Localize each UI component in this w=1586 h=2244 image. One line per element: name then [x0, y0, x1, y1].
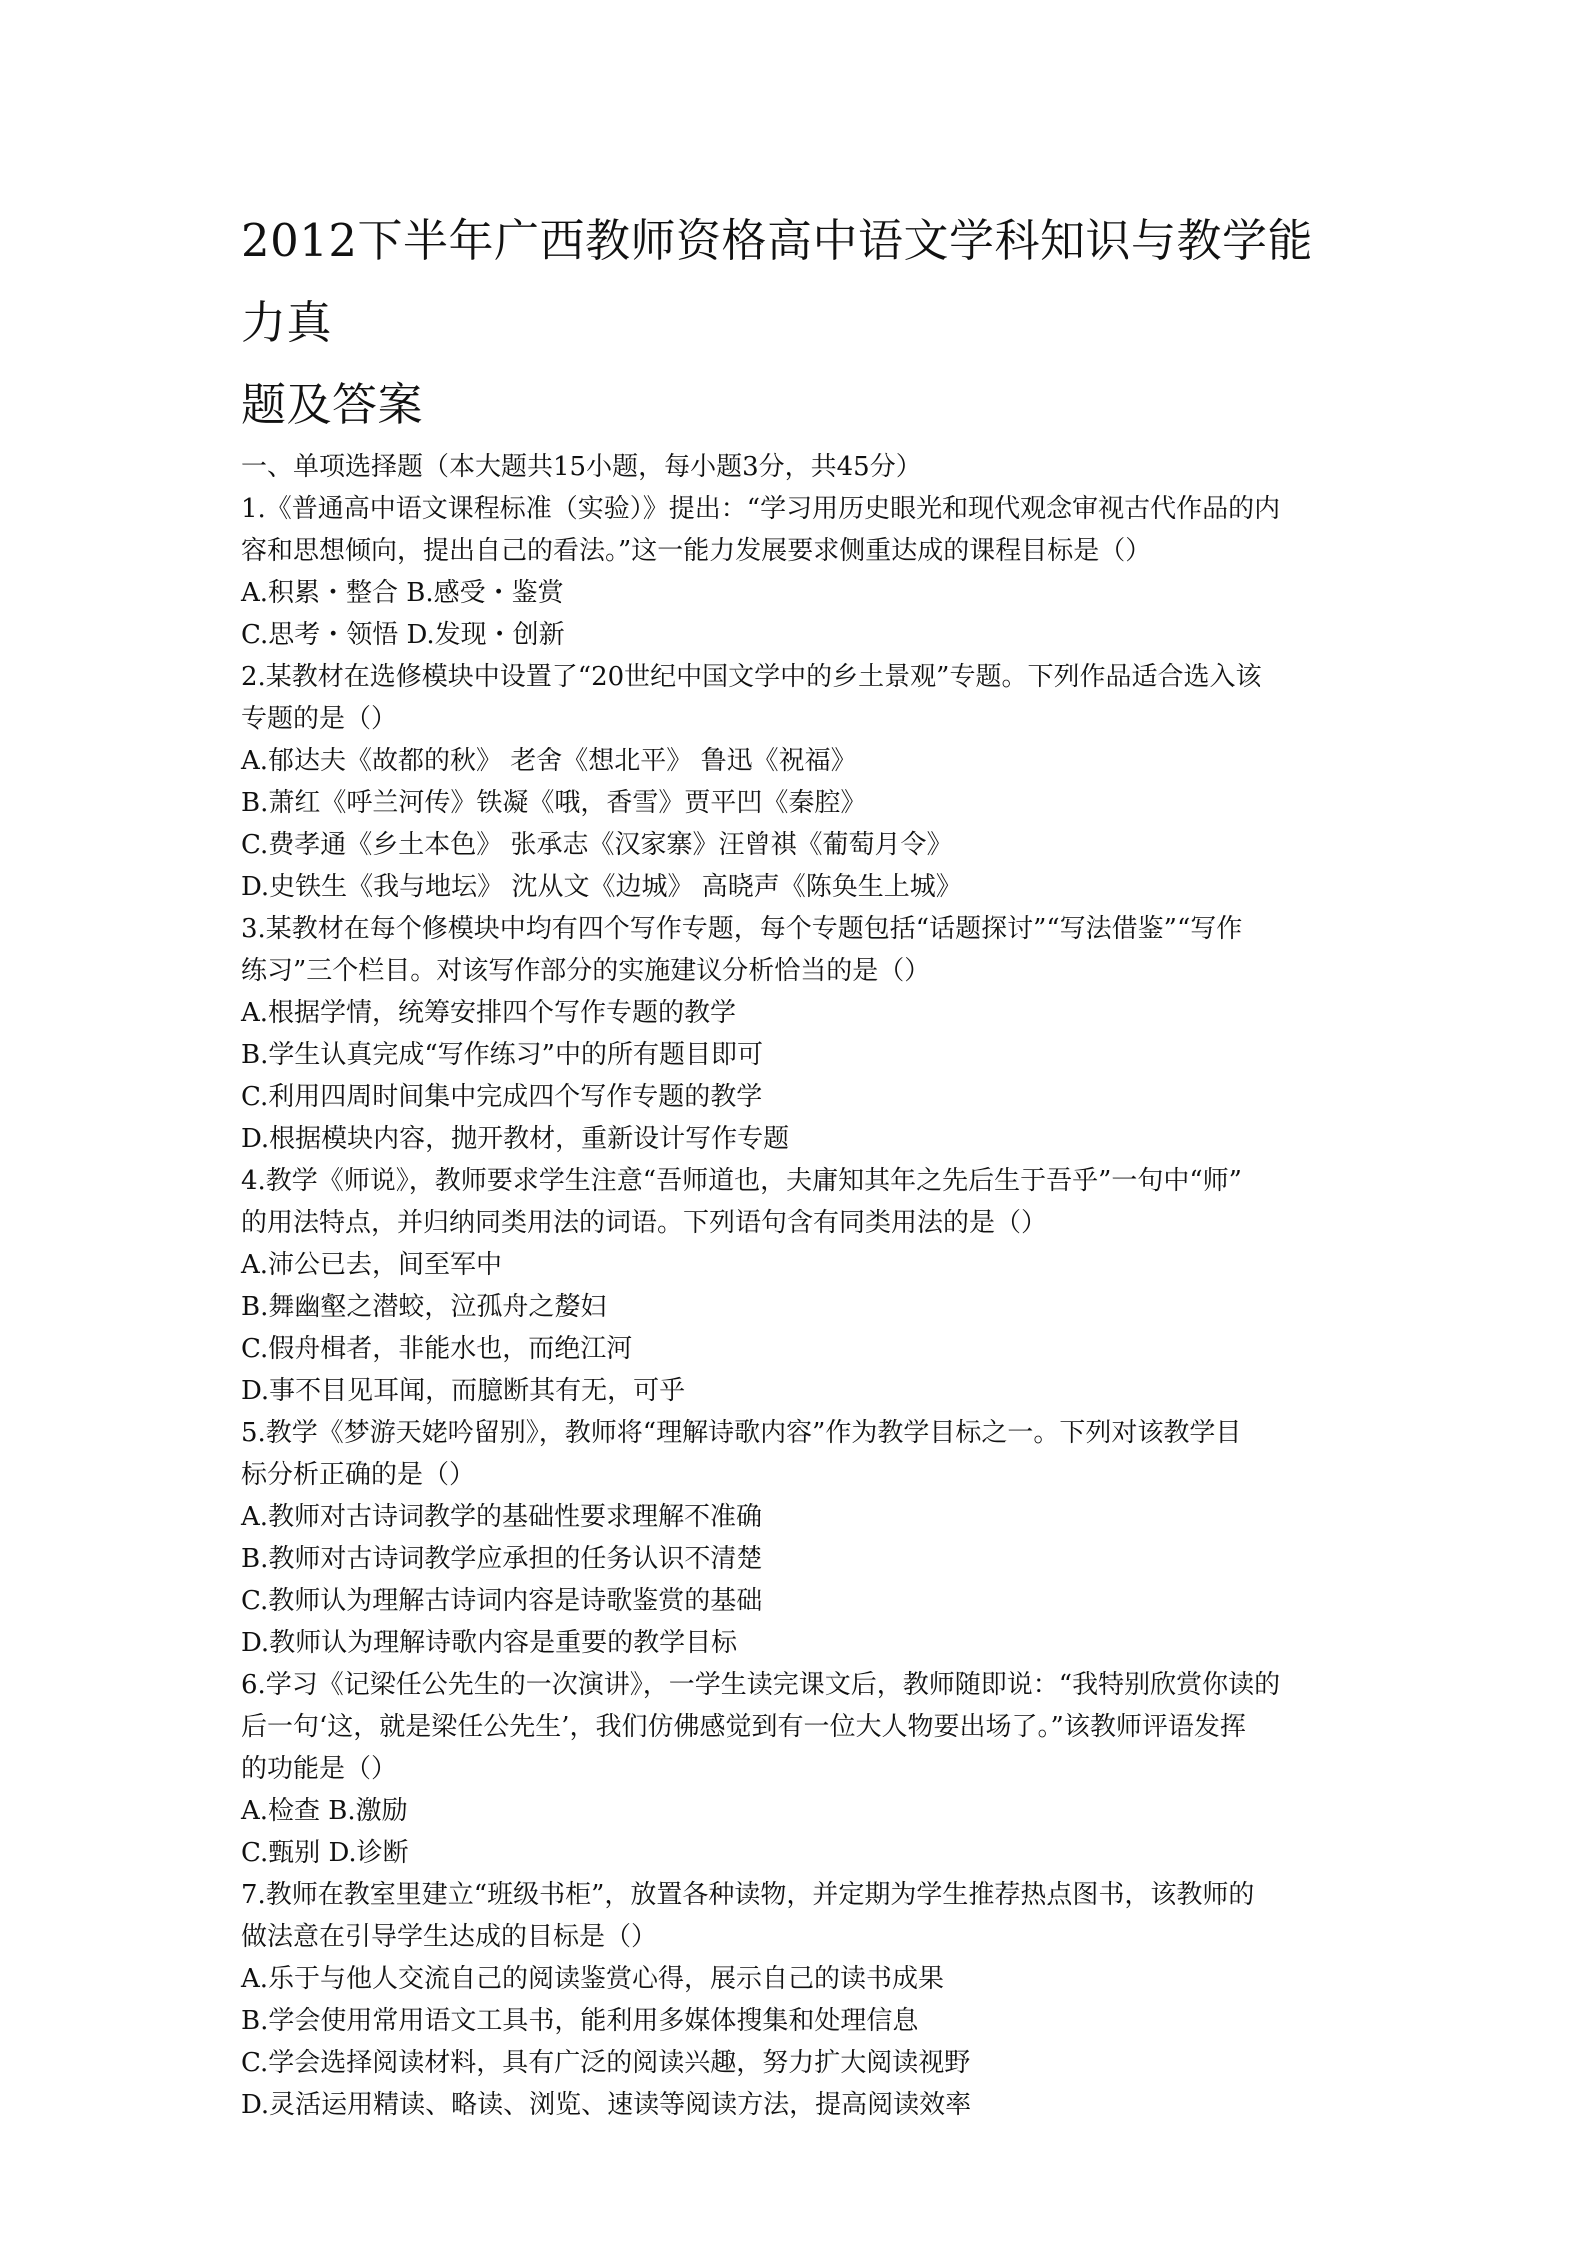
text-line: C.学会选择阅读材料，具有广泛的阅读兴趣，努力扩大阅读视野	[241, 2048, 971, 2078]
text-line: C.思考・领悟 D.发现・创新	[241, 620, 565, 650]
text-line: D.史铁生《我与地坛》 沈从文《边城》 高晓声《陈奂生上城》	[241, 872, 962, 902]
text-line: B.舞幽壑之潜蛟，泣孤舟之嫠妇	[241, 1292, 607, 1322]
text-line: B.学会使用常用语文工具书，能利用多媒体搜集和处理信息	[241, 2006, 919, 2036]
text-line: A.根据学情，统筹安排四个写作专题的教学	[241, 998, 737, 1028]
text-line: C.假舟楫者，非能水也，而绝江河	[241, 1334, 633, 1364]
text-line: D.事不目见耳闻，而臆断其有无，可乎	[241, 1376, 686, 1406]
text-line: 的用法特点，并归纳同类用法的词语。下列语句含有同类用法的是（）	[241, 1208, 1048, 1238]
text-line: 专题的是（）	[241, 704, 398, 734]
text-line: 4.教学《师说》，教师要求学生注意“吾师道也，夫庸知其年之先后生于吾乎”一句中“师”	[241, 1166, 1242, 1196]
text-line: A.沛公已去，间至军中	[241, 1250, 503, 1280]
text-line: 做法意在引导学生达成的目标是（）	[241, 1922, 658, 1952]
text-line: C.教师认为理解古诗词内容是诗歌鉴赏的基础	[241, 1586, 763, 1616]
text-line: A.乐于与他人交流自己的阅读鉴赏心得，展示自己的读书成果	[241, 1964, 945, 1994]
text-line: 5.教学《梦游天姥吟留别》，教师将“理解诗歌内容”作为教学目标之一。下列对该教学目	[241, 1418, 1242, 1448]
text-line: 练习”三个栏目。对该写作部分的实施建议分析恰当的是（）	[241, 956, 931, 986]
text-line: A.检查 B.激励	[241, 1796, 408, 1826]
text-line: C.利用四周时间集中完成四个写作专题的教学	[241, 1082, 763, 1112]
text-line: 7.教师在教室里建立“班级书柜”，放置各种读物，并定期为学生推荐热点图书，该教师的	[241, 1880, 1255, 1910]
text-line: 3.某教材在每个修模块中均有四个写作专题，每个专题包括“话题探讨”“写法借鉴”“写作	[241, 914, 1243, 944]
text-line: B.学生认真完成“写作练习”中的所有题目即可	[241, 1040, 763, 1070]
title-line-2: 题及答案	[241, 378, 424, 431]
text-line: 一、单项选择题（本大题共15小题，每小题3分，共45分）	[241, 452, 922, 482]
text-line: D.灵活运用精读、略读、浏览、速读等阅读方法，提高阅读效率	[241, 2090, 972, 2120]
text-line: A.教师对古诗词教学的基础性要求理解不准确	[241, 1502, 763, 1532]
title-line-1: 2012下半年广西教师资格高中语文学科知识与教学能力真	[241, 214, 1314, 349]
document-title	[241, 200, 1353, 446]
text-line: A.郁达夫《故都的秋》 老舍《想北平》 鲁迅《祝福》	[241, 746, 857, 776]
text-line: 后一句‘这，就是梁任公先生’，我们仿佛感觉到有一位大人物要出场了。”该教师评语发挥	[241, 1712, 1246, 1742]
text-line: 的功能是（）	[241, 1754, 398, 1784]
text-line: 容和思想倾向，提出自己的看法。”这一能力发展要求侧重达成的课程目标是（）	[241, 536, 1152, 566]
text-line: 1.《普通高中语文课程标准（实验）》提出：“学习用历史眼光和现代观念审视古代作品的内	[241, 494, 1281, 524]
text-line: 标分析正确的是（）	[241, 1460, 476, 1490]
text-line: C.甄别 D.诊断	[241, 1838, 409, 1868]
text-line: B.萧红《呼兰河传》铁凝《哦，香雪》贾平凹《秦腔》	[241, 788, 867, 818]
text-line: A.积累・整合 B.感受・鉴赏	[241, 578, 564, 608]
text-line: 6.学习《记梁任公先生的一次演讲》，一学生读完课文后，教师随即说：“我特别欣赏你读的	[241, 1670, 1281, 1700]
text-line: D.根据模块内容，抛开教材，重新设计写作专题	[241, 1124, 790, 1154]
text-line: C.费孝通《乡土本色》 张承志《汉家寨》汪曾祺《葡萄月令》	[241, 830, 953, 860]
text-line: B.教师对古诗词教学应承担的任务认识不清楚	[241, 1544, 763, 1574]
text-line: D.教师认为理解诗歌内容是重要的教学目标	[241, 1628, 738, 1658]
text-line: 2.某教材在选修模块中设置了“20世纪中国文学中的乡土景观”专题。下列作品适合选入该	[241, 662, 1262, 692]
document-page	[241, 200, 1353, 2126]
document-body	[241, 446, 1353, 2126]
